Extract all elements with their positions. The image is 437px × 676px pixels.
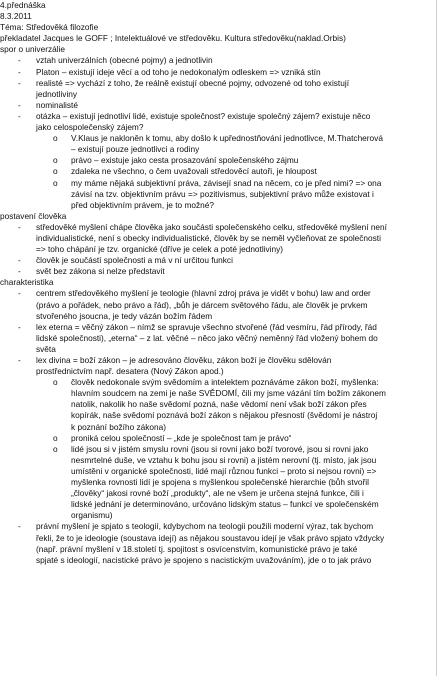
bullet-text-line: hlavním soudcem na zemi je naše SVĚDOMÍ, čili my jsme vázání tím božím zákonem — [71, 388, 386, 399]
bullet-item — [0, 521, 437, 565]
sub-bullet-item — [0, 444, 437, 522]
bullet-text-line: nominalisté — [36, 99, 78, 110]
sub-bullet-item — [0, 178, 437, 211]
bullet-text-line: nesmrtelné duše, ve vztahu k bohu jsou si rovni) a jistém nerovní (tj. místo, jak jsou — [71, 454, 377, 465]
bullet-text-line: lidé jsou si v jistém smyslu rovni (jsou si rovni jako boží tvorové, jsou si rovni jako — [71, 443, 369, 454]
bullet-text-line: právo – existuje jako cesta prosazování společenského zájmu — [71, 155, 299, 166]
lecture-date: 8.3.2011 — [0, 11, 32, 22]
section-heading: spor o univerzálie — [0, 44, 66, 55]
bullet-text-line: – existují pouze jednotlivci a rodiny — [71, 144, 200, 155]
circle-bullet-marker: o — [53, 155, 58, 166]
bullet-item — [0, 222, 437, 255]
circle-bullet-marker: o — [53, 177, 58, 188]
bullet-item — [0, 322, 437, 355]
bullet-item — [0, 55, 437, 66]
document-body — [0, 44, 437, 565]
bullet-text-line: právní myšlení je spjato s teologií, kdybychom na teologii použili moderní výraz, tak bychom — [36, 521, 374, 532]
bullet-text-line: středověké myšlení chápe člověka jako součásti společenského celku, středověké myšlení není — [36, 221, 387, 232]
dash-bullet-marker: - — [18, 66, 21, 77]
circle-bullet-marker: o — [53, 133, 58, 144]
bullet-text-line: centrem středověkého myšlení je teologie (hlavní zdroj práva je vidět v bohu) law and order — [36, 288, 371, 299]
circle-bullet-marker: o — [53, 166, 58, 177]
bullet-item — [0, 355, 437, 377]
bullet-text-line: světa — [36, 343, 56, 354]
bullet-text-line: umístěni v organické společnosti, lidé mají různou funkci – proto si nejsou rovni) => — [71, 465, 377, 476]
bullet-item — [0, 266, 437, 277]
dash-bullet-marker: - — [18, 266, 21, 277]
circle-bullet-marker: o — [53, 377, 58, 388]
bullet-text-line: jako celospolečenský zájem? — [36, 122, 144, 133]
bullet-text-line: zdaleka ne všechno, o čem uvažovali středověcí autoři, je hloupost — [71, 166, 317, 177]
bullet-text-line: realisté => vychází z toho, že reálně existují obecné pojmy, odvozené od toho existují — [36, 77, 350, 88]
lecture-title: 4.přednáška — [0, 0, 46, 10]
bullet-text-line: (právo a pořádek, nebo právo a řád), „bůh je dárcem světového řádu, ale člověk je prvkem — [36, 299, 368, 310]
dash-bullet-marker: - — [18, 110, 21, 121]
bullet-item — [0, 111, 437, 133]
dash-bullet-marker: - — [18, 99, 21, 110]
bullet-text-line: vztah univerzálních (obecné pojmy) a jednotlivin — [36, 55, 213, 66]
bullet-text-line: řekli, že to je ideologie (soustava idejí) as nějakou soustavou idejí je však právo spjato vždycky — [36, 532, 385, 543]
circle-bullet-marker: o — [53, 432, 58, 443]
dash-bullet-marker: - — [18, 355, 21, 365]
bullet-item — [0, 67, 437, 78]
bullet-item — [0, 78, 437, 100]
bullet-text-line: „člověky“ jakosi rovné boží „produkty“, ale ne všem je určena stejná funkce, čili i — [71, 488, 364, 499]
section-heading: charakteristika — [0, 277, 54, 288]
bullet-text-line: individualistické, není s obecky individualistické, člověk by se neměl vyčleňovat ze společnosti — [36, 232, 381, 243]
bullet-text-line: stvořeného jsoucna, je tedy vázán božím řádem — [36, 310, 213, 321]
bullet-text-line: člověk nedokonale svým svědomím a intelektem poznáváme zákon boží, myšlenka: — [71, 377, 379, 388]
dash-bullet-marker: - — [18, 255, 21, 266]
dash-bullet-marker: - — [18, 521, 21, 532]
bullet-text-line: V.Klaus je nakloněn k tomu, aby došlo k upřednostňování jednotlivce, M.Thatcherová — [71, 133, 383, 144]
bullet-text-line: prostřednictvím např. desatera (Nový Zákon apod.) — [36, 366, 224, 377]
bullet-text-line: Platon – existují ideje věcí a od toho je nedokonalým odleskem => vzniká stín — [36, 66, 321, 77]
bullet-text-line: otázka – existují jednotliví lidé, existuje společnost? existuje společný zájem? existuje něco — [36, 110, 371, 121]
bullet-item — [0, 100, 437, 111]
dash-bullet-marker: - — [18, 55, 21, 66]
bullet-text-line: natolik, nakolik ho naše svědomí pozná, naše vědomí není však boží zákon přes — [71, 399, 367, 410]
bullet-text-line: spjaté s ideologií, nacistické právo je spojeno s nacistickým uvažováním), jde o to jak právo — [36, 554, 372, 565]
dash-bullet-marker: - — [18, 288, 21, 299]
bullet-text-line: => toho chápání je tzv. organické (dříve je celek a poté jednotliviny) — [36, 244, 284, 255]
lecture-topic: Téma: Středověká filozofie — [0, 22, 99, 33]
section — [0, 211, 437, 278]
bullet-text-line: organismu) — [71, 510, 113, 521]
bullet-text-line: my máme nějaká subjektivní práva, závisejí snad na něcem, co je před nimi? => ona — [71, 177, 382, 188]
sub-bullet-item — [0, 377, 437, 432]
dash-bullet-marker: - — [18, 221, 21, 232]
bullet-text-line: závisí na tzv. objektivním právu => pozitivismus, subjektivní právo může existovat i — [71, 188, 374, 199]
bullet-text-line: kopírák, naše svědomí poznává boží zákon s nějakou přesností (švědomí je nástroj — [71, 410, 378, 421]
translator-note: překladatel Jacques le GOFF ; Intelektuálové ve středověku. Kultura středověku(naklad.Orbis) — [0, 33, 346, 44]
section — [0, 277, 437, 565]
doc-header — [0, 0, 437, 44]
sub-bullet-item — [0, 166, 437, 177]
bullet-item — [0, 288, 437, 321]
section — [0, 44, 437, 210]
dash-bullet-marker: - — [18, 321, 21, 332]
bullet-text-line: před objektivním právem, je to možné? — [71, 199, 214, 210]
bullet-text-line: proniká celou společností – „kde je společnost tam je právo“ — [71, 432, 292, 443]
bullet-text-line: svět bez zákona si nelze představit — [36, 266, 165, 277]
bullet-text-line: lidské společnosti), „eterna“ – z lat. věčné – něco jako věčný neměnný řád vložený bohem do — [36, 332, 378, 343]
bullet-item — [0, 255, 437, 266]
section-heading: postavení člověka — [0, 210, 67, 221]
bullet-text-line: jednotliviny — [36, 88, 78, 99]
sub-bullet-item — [0, 433, 437, 444]
bullet-text-line: lex eterna = věčný zákon – nímž se spravuje všechno stvořené (řád vesmíru, řád přírody, řád — [36, 321, 377, 332]
bullet-text-line: (např. právní myšlení v 18.století tj. spojitost s osvícenstvím, komunistické právo je také — [36, 543, 358, 554]
bullet-text-line: lidské jednání je determinováno, určováno lidským status – funkcí ve společenském — [71, 499, 379, 510]
bullet-text-line: myšlenka rovnosti lidí je spojena s myšlenkou společenské hierarchie (bůh stvořil — [71, 477, 369, 488]
sub-bullet-item — [0, 133, 437, 155]
bullet-text-line: lex divina = boží zákon – je adresováno člověku, zákon boží je člověku sdělován — [36, 355, 332, 365]
dash-bullet-marker: - — [18, 77, 21, 88]
bullet-text-line: člověk je součástí společnosti a má v ní určitou funkci — [36, 255, 233, 266]
circle-bullet-marker: o — [53, 443, 58, 454]
bullet-text-line: k poznání božího zákona) — [71, 421, 167, 432]
sub-bullet-item — [0, 155, 437, 166]
